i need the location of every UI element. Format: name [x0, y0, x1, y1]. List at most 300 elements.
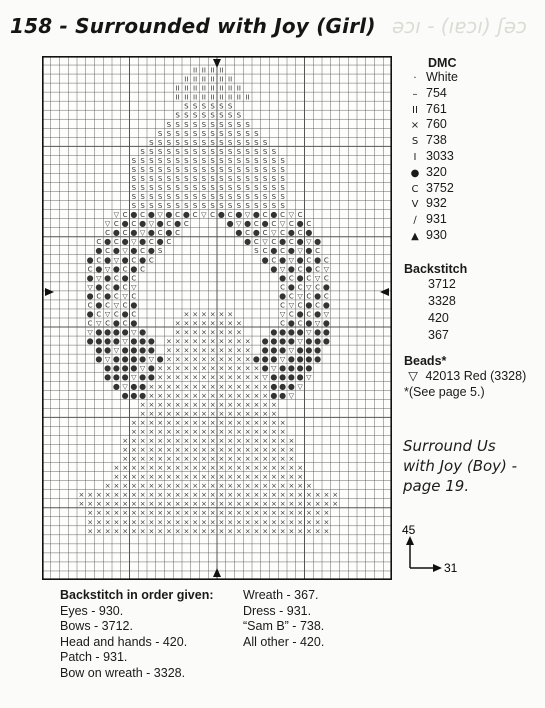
stitch-mark: S [210, 165, 215, 174]
stitch-mark: × [95, 491, 102, 500]
stitch-mark: S [166, 193, 172, 202]
stitch-mark: S [254, 138, 259, 147]
backstitch-heading: Backstitch [404, 261, 468, 276]
stitch-mark: × [209, 427, 216, 436]
stitch-mark: ▽ [139, 364, 146, 373]
stitch-mark: × [200, 337, 207, 346]
stitch-mark: C [306, 274, 312, 283]
stitch-mark: × [270, 500, 277, 509]
stitch-mark: × [218, 418, 225, 427]
stitch-mark: × [139, 518, 146, 527]
stitch-mark: S [227, 184, 233, 192]
stitch-mark: × [218, 355, 225, 364]
stitch-mark: S [166, 156, 172, 165]
stitch-mark: ▽ [96, 319, 102, 328]
stitch-mark: × [174, 446, 181, 454]
stitch-mark: × [227, 418, 234, 427]
stitch-mark: ● [95, 345, 103, 355]
stitch-mark: ● [130, 318, 138, 328]
stitch-mark: × [165, 446, 172, 454]
stitch-mark: × [148, 464, 155, 473]
stitch-mark: ● [235, 210, 243, 220]
floss-name: 320 [426, 164, 447, 179]
stitch-mark: × [227, 491, 234, 500]
stitch-mark: ● [156, 237, 164, 247]
stitch-mark: × [183, 527, 190, 536]
stitch-mark: S [192, 174, 198, 183]
stitch-mark: × [130, 473, 137, 482]
stitch-mark: × [227, 482, 234, 491]
stitch-mark: ● [147, 372, 155, 382]
stitch-mark: C [105, 283, 111, 292]
stitch-mark: ● [287, 327, 295, 337]
stitch-mark: × [253, 491, 260, 500]
stitch-mark: S [245, 129, 250, 138]
stitch-mark: C [297, 301, 303, 310]
stitch-mark: ▽ [279, 310, 286, 319]
stitch-mark: C [262, 247, 268, 256]
stitch-mark: S [254, 165, 259, 174]
stitch-mark: S [201, 147, 207, 156]
stitch-mark: S [184, 111, 189, 120]
stitch-mark: × [192, 400, 199, 409]
stitch-mark: S [149, 193, 154, 202]
stitch-mark: × [244, 400, 251, 409]
stitch-mark: × [157, 482, 164, 491]
stitch-mark: × [87, 527, 94, 536]
stitch-mark: ▽ [288, 256, 295, 265]
stitch-mark: C [280, 283, 286, 292]
stitch-mark: × [157, 527, 164, 536]
stitch-mark: × [174, 509, 181, 518]
stitch-mark: × [183, 319, 190, 328]
stitch-mark: ● [305, 300, 313, 310]
stitch-mark: × [200, 310, 207, 319]
stitch-mark: × [227, 364, 234, 373]
stitch-mark: ● [261, 363, 269, 373]
stitch-mark: × [183, 310, 190, 319]
stitch-mark: S [157, 202, 163, 211]
stitch-mark: × [113, 491, 120, 500]
stitch-mark: S [210, 193, 215, 202]
stitch-mark: × [157, 446, 164, 454]
stitch-mark: ● [322, 300, 330, 310]
stitch-mark: ● [287, 354, 295, 364]
stitch-mark: × [165, 400, 172, 409]
instruction-list-right [243, 588, 324, 650]
stitch-mark: × [122, 500, 129, 509]
stitch-mark: × [183, 364, 190, 373]
stitch-mark: S [184, 129, 189, 138]
stitch-mark: × [244, 509, 251, 518]
stitch-mark: ● [287, 246, 295, 256]
stitch-mark: × [148, 509, 155, 518]
stitch-mark: C [288, 220, 294, 229]
stitch-mark: × [192, 455, 199, 464]
stitch-mark: ● [112, 228, 120, 238]
stitch-mark: ● [104, 273, 112, 283]
stitch-symbol-icon: · [413, 73, 417, 84]
stitch-mark: × [192, 482, 199, 491]
stitch-mark: × [200, 527, 207, 536]
stitch-mark: × [104, 491, 111, 500]
stitch-mark: × [130, 418, 137, 427]
stitch-mark: × [122, 464, 129, 473]
stitch-mark: × [209, 400, 216, 409]
stitch-mark: × [218, 409, 225, 418]
stitch-mark: × [218, 373, 225, 382]
stitch-mark: ▽ [306, 328, 312, 337]
stitch-mark: × [209, 346, 216, 355]
stitch-mark: × [183, 328, 190, 337]
stitch-mark: ● [95, 264, 103, 274]
stitch-mark: × [192, 364, 199, 373]
stitch-mark: ● [174, 219, 182, 229]
stitch-mark: S [201, 120, 207, 129]
stitch-mark: × [209, 310, 216, 319]
stitch-mark: ▽ [306, 283, 312, 292]
stitch-mark: × [183, 446, 190, 454]
stitch-mark: × [200, 518, 207, 527]
stitch-mark: × [244, 391, 251, 400]
stitch-mark: ● [279, 327, 287, 337]
stitch-mark: × [279, 509, 286, 518]
stitch-mark: × [209, 509, 216, 518]
stitch-mark: ▽ [323, 265, 330, 274]
stitch-mark: S [236, 129, 242, 138]
stitch-mark: × [122, 473, 129, 482]
stitch-mark: × [200, 473, 207, 482]
stitch-mark: ▽ [113, 211, 120, 220]
stitch-mark: × [244, 500, 251, 509]
stitch-mark: × [113, 518, 120, 527]
stitch-mark: × [218, 455, 225, 464]
stitch-mark: × [174, 400, 181, 409]
stitch-mark: × [192, 355, 199, 364]
stitch-mark: × [209, 500, 216, 509]
stitch-mark: C [96, 310, 102, 319]
stitch-mark: × [227, 509, 234, 518]
color-legend-row [404, 228, 544, 244]
stitch-mark: × [209, 337, 216, 346]
stitch-mark: S [131, 174, 137, 183]
stitch-mark: × [192, 436, 199, 445]
stitch-mark: × [262, 455, 269, 464]
stitch-mark: S [219, 129, 224, 138]
stitch-mark: × [288, 491, 295, 500]
stitch-mark: × [253, 500, 260, 509]
stitch-mark: ● [147, 228, 155, 238]
stitch-mark: ● [112, 381, 120, 391]
stitch-mark: × [209, 373, 216, 382]
stitch-mark: S [271, 202, 277, 211]
stitch-mark: × [200, 509, 207, 518]
stitch-mark: ● [305, 318, 313, 328]
stitch-mark: S [236, 147, 242, 156]
stitch-mark: × [279, 500, 286, 509]
stitch-mark: × [227, 382, 234, 391]
stitch-mark: S [184, 165, 189, 174]
stitch-mark: ▽ [288, 211, 295, 220]
stitch-mark: ● [261, 336, 269, 346]
stitch-mark: ● [244, 219, 252, 229]
stitch-mark: S [227, 102, 233, 111]
stitch-mark: × [253, 391, 260, 400]
stitch-mark: × [95, 509, 102, 518]
stitch-mark: × [192, 382, 199, 391]
stitch-mark: × [218, 400, 225, 409]
stitch-mark: ▽ [306, 238, 312, 247]
stitch-mark: × [235, 509, 242, 518]
stitch-mark: ● [314, 354, 322, 364]
stitch-mark: × [183, 355, 190, 364]
stitch-mark: × [209, 527, 216, 536]
stitch-mark: × [227, 319, 234, 328]
stitch-mark: × [270, 418, 277, 427]
stitch-mark: ● [130, 300, 138, 310]
stitch-symbol-icon: II [412, 104, 418, 116]
stitch-mark: S [192, 202, 198, 211]
stitch-mark: ▽ [131, 328, 137, 337]
stitch-mark: S [236, 202, 242, 211]
stitch-mark: S [219, 102, 224, 111]
color-legend-row [404, 133, 544, 149]
stitch-mark: × [209, 518, 216, 527]
stitch-mark: × [174, 391, 181, 400]
stitch-mark: × [157, 364, 164, 373]
stitch-mark: ▽ [113, 256, 120, 265]
stitch-mark: × [235, 346, 242, 355]
stitch-mark: × [244, 382, 251, 391]
stitch-mark: C [253, 220, 259, 229]
stitch-mark: × [288, 518, 295, 527]
stitch-mark: ● [104, 255, 112, 265]
stitch-mark: S [271, 147, 277, 156]
stitch-mark: ▽ [122, 292, 128, 301]
stitch-mark: S [157, 174, 163, 183]
stitch-mark: × [244, 418, 251, 427]
stitch-mark: C [288, 238, 294, 247]
stitch-mark: S [245, 174, 250, 183]
stitch-mark: ● [104, 345, 112, 355]
stitch-mark: × [130, 436, 137, 445]
stitch-mark: × [174, 473, 181, 482]
stitch-mark: ● [121, 345, 129, 355]
stitch-mark: S [254, 174, 259, 183]
stitch-mark: × [253, 373, 260, 382]
stitch-mark: ● [270, 354, 278, 364]
stitch-mark: × [183, 418, 190, 427]
stitch-mark: ● [296, 354, 304, 364]
stitch-mark: × [104, 509, 111, 518]
stitch-mark: × [270, 482, 277, 491]
stitch-mark: × [305, 482, 312, 491]
note-line-2: with Joy (Boy) - [403, 457, 518, 475]
stitch-mark: × [148, 446, 155, 454]
stitch-mark: ● [235, 228, 243, 238]
stitch-mark: II [201, 75, 206, 84]
stitch-symbol-icon: I [413, 151, 417, 163]
stitch-symbol-icon: C [411, 183, 419, 195]
stitch-mark: × [218, 464, 225, 473]
stitch-mark: × [218, 427, 225, 436]
stitch-mark: ● [261, 354, 269, 364]
stitch-mark: S [184, 147, 189, 156]
stitch-mark: ● [279, 390, 287, 400]
stitch-mark: ● [261, 345, 269, 355]
stitch-mark: × [244, 409, 251, 418]
stitch-mark: × [253, 436, 260, 445]
stitch-mark: × [279, 491, 286, 500]
stitch-mark: × [218, 364, 225, 373]
stitch-mark: II [184, 93, 189, 102]
stitch-mark: S [157, 184, 163, 192]
stitch-mark: × [165, 509, 172, 518]
stitch-mark: ● [314, 255, 322, 265]
stitch-mark: ● [305, 336, 313, 346]
stitch-mark: × [165, 337, 172, 346]
stitch-mark: ● [95, 327, 103, 337]
stitch-mark: ▽ [297, 247, 303, 256]
stitch-mark: S [192, 193, 198, 202]
stitch-mark: × [297, 500, 304, 509]
stitch-mark: × [165, 464, 172, 473]
stitch-mark: × [305, 500, 312, 509]
bead-label: 42013 Red (3328) [425, 368, 527, 383]
bleed-through-text: əɔı - (ıɐɔı) ʃəɔ [392, 14, 528, 38]
stitch-mark: × [148, 436, 155, 445]
stitch-mark: ● [95, 282, 103, 292]
stitch-mark: × [244, 446, 251, 454]
stitch-mark: × [288, 509, 295, 518]
stitch-mark: S [157, 129, 163, 138]
stitch-mark: C [183, 220, 189, 229]
stitch-mark: × [192, 310, 199, 319]
stitch-mark: × [253, 418, 260, 427]
stitch-mark: S [166, 202, 172, 211]
color-legend-row [404, 181, 544, 197]
stitch-mark: × [122, 509, 129, 518]
stitch-mark: × [305, 518, 312, 527]
stitch-mark: × [235, 337, 242, 346]
stitch-mark: S [210, 202, 215, 211]
stitch-mark: × [192, 319, 199, 328]
stitch-mark: ▽ [113, 301, 120, 310]
stitch-mark: × [157, 509, 164, 518]
stitch-mark: ▽ [279, 265, 286, 274]
stitch-mark: ● [95, 336, 103, 346]
stitch-mark: S [201, 193, 207, 202]
stitch-mark: C [253, 238, 259, 247]
stitch-mark: ● [296, 237, 304, 247]
stitch-mark: × [148, 400, 155, 409]
stitch-mark: S [201, 102, 207, 111]
color-legend-row [404, 212, 544, 228]
stitch-mark: ● [104, 336, 112, 346]
stitch-mark: S [192, 147, 198, 156]
stitch-mark: S [227, 202, 233, 211]
instruction-line: “Sam B” - 738. [243, 619, 325, 633]
stitch-mark: ● [165, 210, 173, 220]
stitch-mark: II [228, 75, 233, 84]
stitch-mark: × [209, 473, 216, 482]
stitch-mark: × [227, 355, 234, 364]
stitch-mark: × [279, 482, 286, 491]
stitch-mark: × [314, 491, 321, 500]
stitch-mark: S [227, 193, 233, 202]
stitch-mark: × [165, 409, 172, 418]
stitch-mark: × [165, 500, 172, 509]
stitch-mark: × [244, 373, 251, 382]
stitch-mark: × [253, 509, 260, 518]
stitch-mark: S [149, 184, 154, 192]
chart-svg [42, 56, 392, 580]
stitch-mark: S [175, 120, 180, 129]
stitch-mark: ▽ [104, 265, 111, 274]
stitch-mark: C [227, 211, 233, 220]
stitch-mark: × [297, 473, 304, 482]
stitch-mark: S [245, 138, 250, 147]
stitch-mark: × [209, 464, 216, 473]
stitch-symbol-icon: S [411, 136, 419, 148]
stitch-mark: × [78, 500, 85, 509]
stitch-mark: S [245, 184, 250, 192]
stitch-mark: × [157, 391, 164, 400]
stitch-symbol-icon: V [411, 199, 419, 211]
stitch-mark: × [95, 500, 102, 509]
stitch-mark: × [227, 527, 234, 536]
stitch-mark: × [165, 364, 172, 373]
stitch-mark: × [192, 527, 199, 536]
stitch-mark: × [262, 446, 269, 454]
stitch-mark: S [201, 138, 207, 147]
stitch-mark: S [236, 193, 242, 202]
stitch-mark: × [262, 473, 269, 482]
stitch-mark: × [253, 446, 260, 454]
stitch-mark: × [218, 446, 225, 454]
stitch-mark: × [297, 464, 304, 473]
note-line-1: Surround Us [403, 437, 496, 455]
stitch-mark: S [280, 202, 285, 211]
color-legend-row [404, 117, 544, 133]
stitch-mark: S [175, 202, 180, 211]
stitch-mark: C [323, 256, 329, 265]
stitch-mark: ● [279, 273, 287, 283]
stitch-mark: × [183, 455, 190, 464]
stitch-mark: × [218, 382, 225, 391]
stitch-mark: × [122, 436, 129, 445]
stitch-mark: ● [130, 210, 138, 220]
stitch-mark: × [235, 518, 242, 527]
stitch-mark: ● [322, 327, 330, 337]
floss-name: 3752 [426, 180, 454, 195]
stitch-mark: S [236, 184, 242, 192]
color-legend-row [404, 149, 544, 165]
stitch-mark: ● [121, 390, 129, 400]
stitch-mark: S [245, 147, 250, 156]
stitch-mark: × [95, 518, 102, 527]
stitch-mark: S [157, 165, 163, 174]
stitch-mark: II [193, 75, 198, 84]
stitch-mark: S [236, 174, 242, 183]
stitch-mark: × [200, 482, 207, 491]
stitch-mark: × [279, 473, 286, 482]
stitch-mark: × [262, 427, 269, 436]
stitch-mark: × [157, 464, 164, 473]
stitch-mark: × [323, 509, 330, 518]
stitch-mark: × [200, 382, 207, 391]
stitch-mark: × [148, 482, 155, 491]
